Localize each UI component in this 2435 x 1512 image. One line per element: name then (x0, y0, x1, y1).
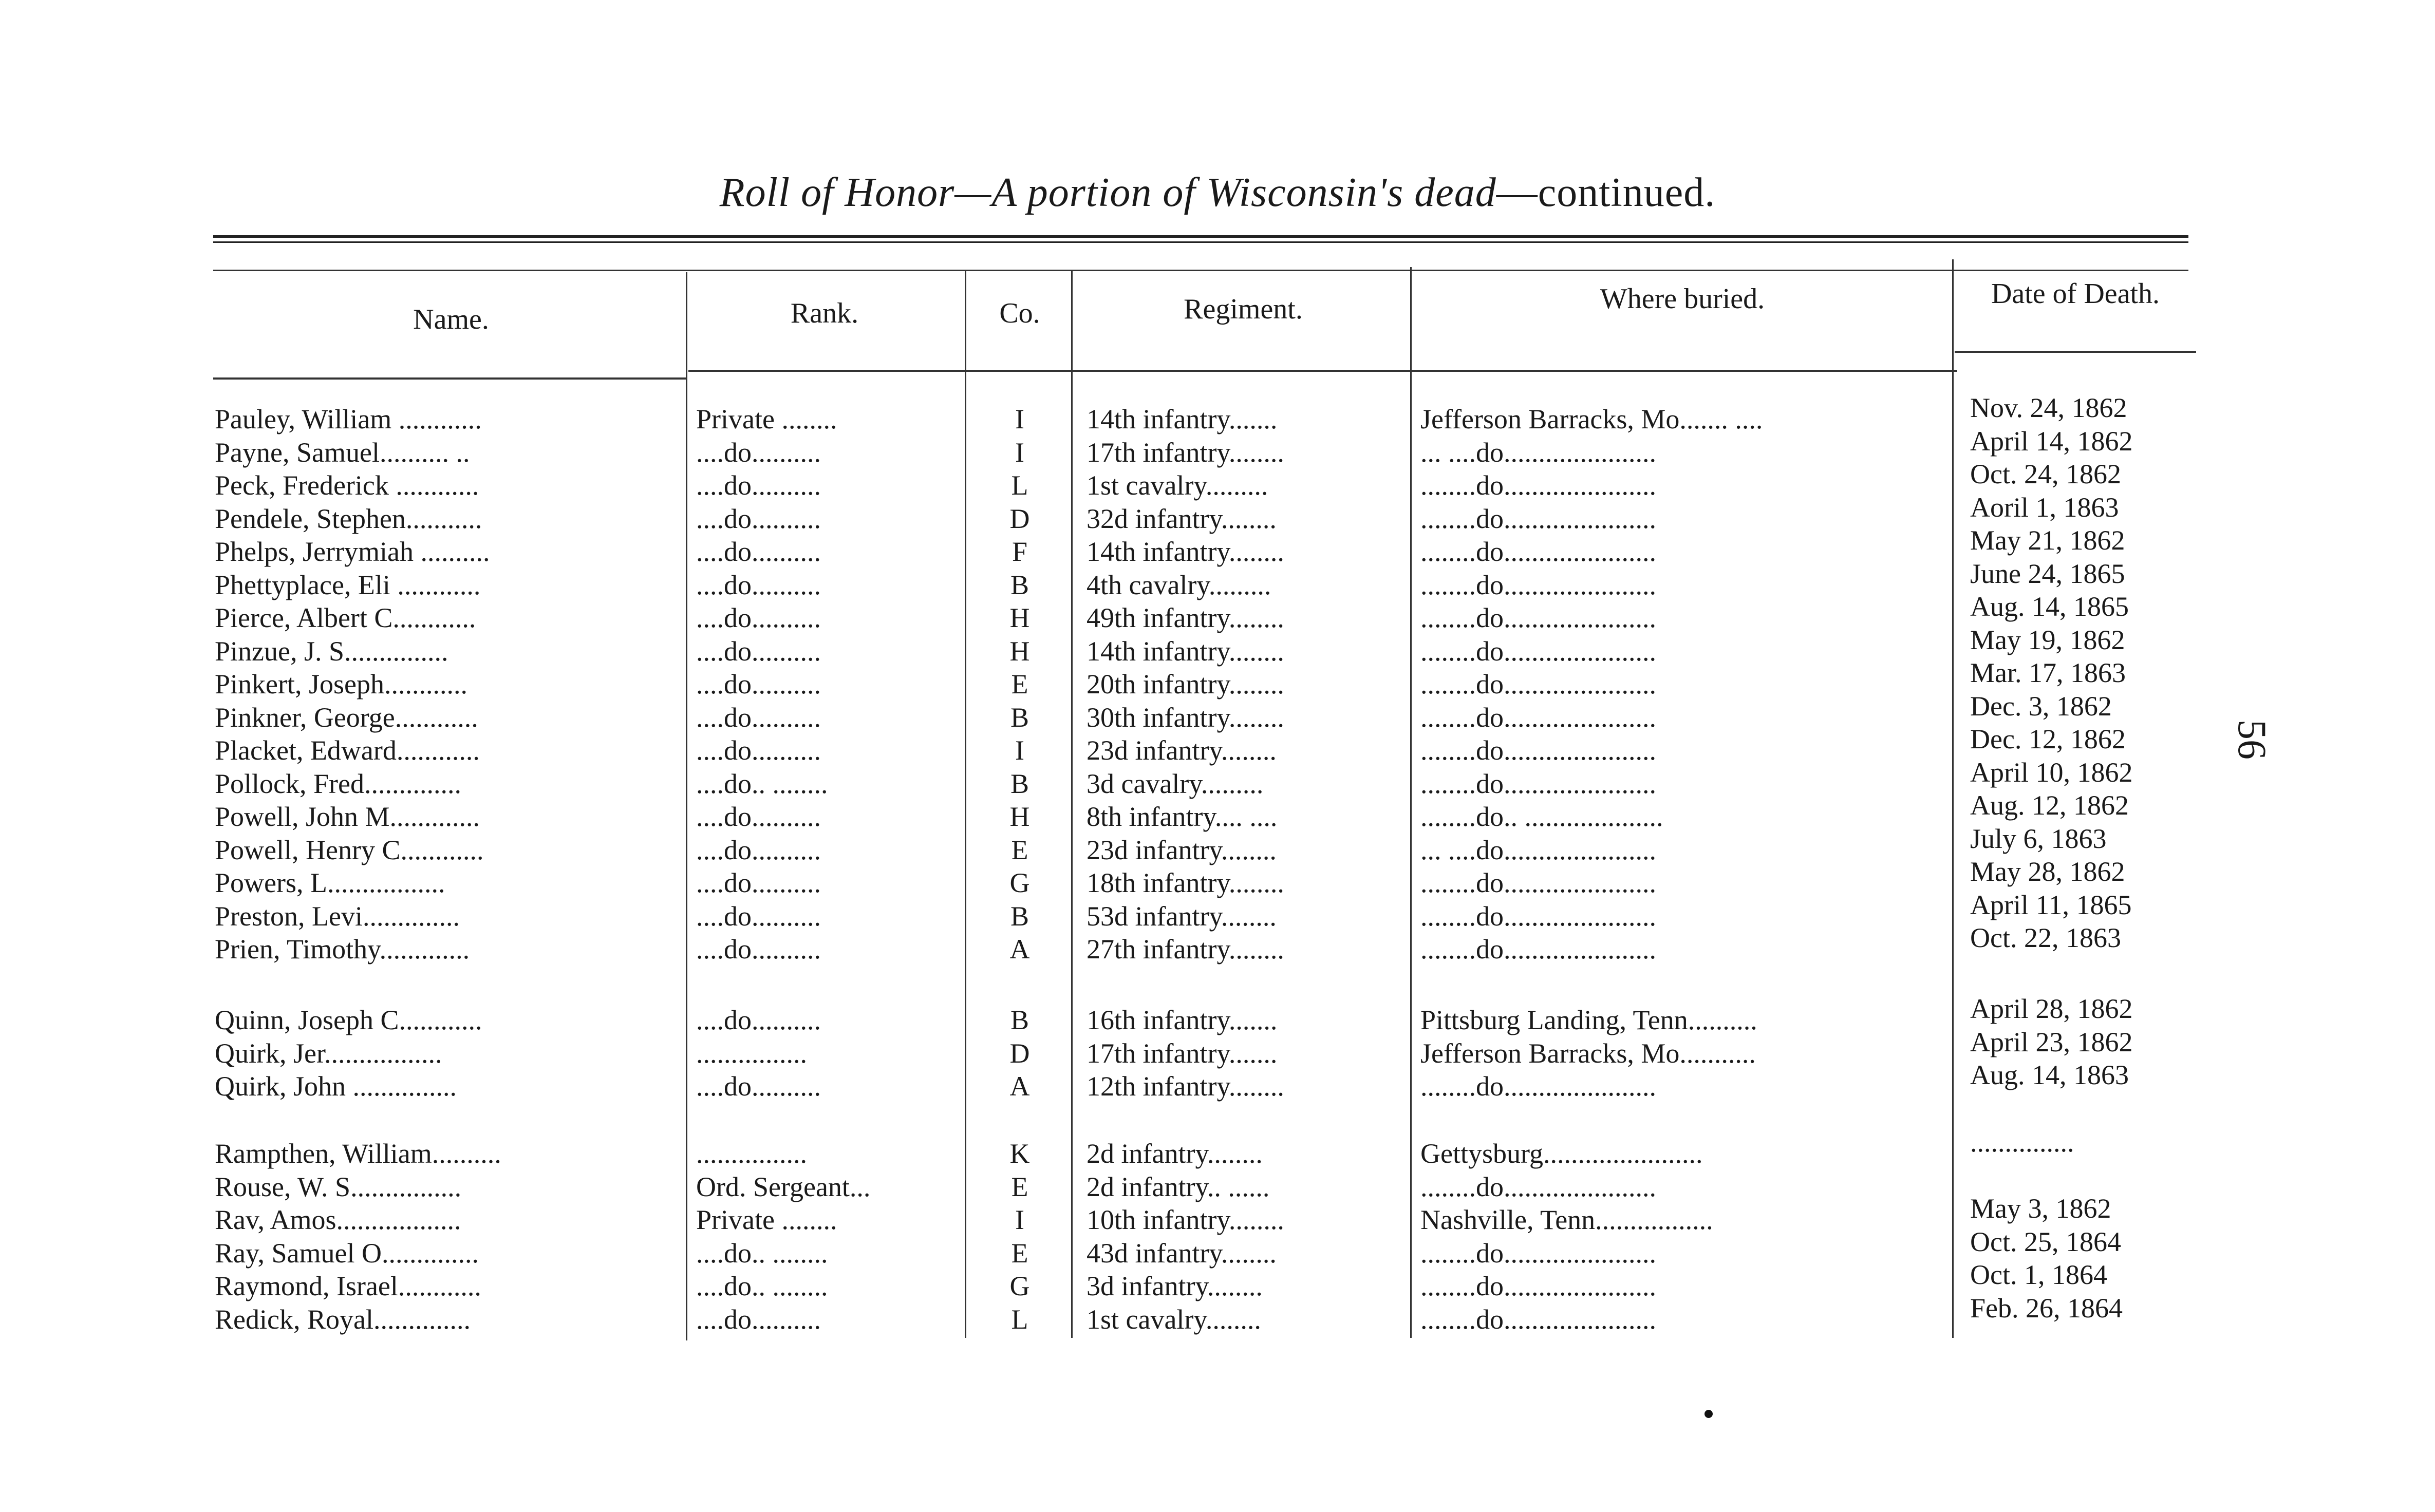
row-name: Powell, Henry C............ (215, 834, 484, 865)
row-company: D (1009, 1037, 1030, 1069)
table-row (0, 1060, 2435, 1104)
row-where-buried: ........do...................... (1420, 635, 1656, 667)
row-company: L (1011, 470, 1028, 501)
row-date-of-death: Dec. 3, 1862 (1970, 690, 2112, 722)
header-where-buried: Where buried. (1600, 283, 1765, 315)
row-rank: ....do.......... (696, 702, 821, 733)
ink-spot (1704, 1410, 1713, 1418)
row-name: Powers, L................. (215, 867, 445, 898)
page-number: 56 (2230, 720, 2275, 760)
row-name: Quirk, Jer................. (215, 1037, 442, 1069)
row-regiment: 4th cavalry......... (1087, 569, 1271, 600)
row-name: Preston, Levi.............. (215, 900, 460, 932)
row-company: A (1009, 1071, 1030, 1102)
row-rank: ....do.......... (696, 635, 821, 667)
row-date-of-death: Aug. 14, 1863 (1970, 1060, 2129, 1090)
row-company: B (1010, 768, 1029, 799)
row-regiment: 12th infantry........ (1087, 1071, 1284, 1102)
row-regiment: 20th infantry........ (1087, 669, 1284, 700)
row-where-buried: ........do...................... (1420, 602, 1656, 633)
header-rank: Rank. (790, 297, 859, 329)
row-name: Phelps, Jerrymiah .......... (215, 536, 490, 567)
table-row (0, 1127, 2435, 1171)
row-regiment: 17th infantry........ (1087, 437, 1284, 468)
row-rank: ................ (696, 1138, 807, 1169)
row-date-of-death: Oct. 22, 1863 (1970, 922, 2121, 953)
row-name: Pinzue, J. S............... (215, 635, 448, 667)
header-rule-name (213, 377, 686, 380)
row-where-buried: ........do...................... (1420, 867, 1656, 898)
row-name: Pendele, Stephen........... (215, 503, 482, 534)
row-company: B (1010, 702, 1029, 733)
row-where-buried: ........do...................... (1420, 702, 1656, 733)
row-date-of-death: April 10, 1862 (1970, 757, 2133, 788)
row-where-buried: ........do...................... (1420, 569, 1656, 600)
row-name: Raymond, Israel............ (215, 1271, 481, 1301)
row-name: Rav, Amos.................. (215, 1204, 461, 1235)
top-rule (213, 235, 2188, 238)
row-regiment: 2d infantry.. ...... (1087, 1171, 1270, 1202)
row-company: I (1015, 735, 1024, 766)
row-rank: Private ........ (696, 1204, 837, 1235)
row-regiment: 8th infantry.... .... (1087, 801, 1278, 832)
row-rank: ................ (696, 1037, 807, 1069)
row-date-of-death: May 19, 1862 (1970, 624, 2125, 655)
table-row (0, 922, 2435, 967)
row-date-of-death: Aoril 1, 1863 (1970, 492, 2119, 523)
row-name: Ray, Samuel O.............. (215, 1237, 479, 1269)
row-date-of-death: ............... (1970, 1127, 2074, 1158)
row-regiment: 43d infantry........ (1087, 1237, 1277, 1269)
row-where-buried: ... ....do...................... (1420, 437, 1656, 468)
row-date-of-death: Dec. 12, 1862 (1970, 724, 2126, 754)
row-name: Peck, Frederick ............ (215, 470, 479, 501)
row-name: Prien, Timothy............. (215, 934, 470, 965)
row-regiment: 10th infantry........ (1087, 1204, 1284, 1235)
row-company: K (1009, 1138, 1030, 1169)
row-rank: ....do.......... (696, 503, 821, 534)
row-where-buried: ........do...................... (1420, 1303, 1656, 1335)
row-date-of-death: April 11, 1865 (1970, 889, 2132, 920)
row-rank: ....do.......... (696, 801, 821, 832)
row-date-of-death: Oct. 25, 1864 (1970, 1226, 2121, 1257)
row-rank: ....do.......... (696, 437, 821, 468)
row-where-buried: ........do...................... (1420, 1271, 1656, 1301)
header-date-of-death: Date of Death. (1991, 278, 2160, 310)
row-regiment: 17th infantry....... (1087, 1037, 1278, 1069)
page-title (0, 169, 2435, 216)
row-where-buried: ........do...................... (1420, 669, 1656, 700)
row-name: Redick, Royal.............. (215, 1303, 471, 1335)
row-company: E (1011, 1237, 1028, 1269)
row-date-of-death: July 6, 1863 (1970, 823, 2107, 854)
row-company: H (1009, 635, 1030, 667)
row-company: H (1009, 602, 1030, 633)
header-regiment: Regiment. (1184, 293, 1303, 325)
row-company: E (1011, 669, 1028, 700)
row-rank: ....do.......... (696, 934, 821, 965)
header-rule-middle (688, 370, 1957, 372)
row-rank: ....do.......... (696, 900, 821, 932)
row-company: I (1015, 1204, 1024, 1235)
row-rank: ....do.......... (696, 470, 821, 501)
row-name: Pollock, Fred.............. (215, 768, 461, 799)
row-where-buried: ........do...................... (1420, 1071, 1656, 1102)
row-where-buried: ........do...................... (1420, 735, 1656, 766)
row-regiment: 1st cavalry........ (1087, 1303, 1261, 1335)
row-date-of-death: Nov. 24, 1862 (1970, 392, 2127, 423)
row-date-of-death: Aug. 14, 1865 (1970, 591, 2129, 622)
row-date-of-death: Oct. 1, 1864 (1970, 1259, 2107, 1290)
row-date-of-death: April 23, 1862 (1970, 1026, 2133, 1057)
row-company: B (1010, 1005, 1029, 1035)
row-rank: ....do.......... (696, 569, 821, 600)
row-company: F (1012, 536, 1028, 567)
row-where-buried: ........do...................... (1420, 470, 1656, 501)
row-company: D (1009, 503, 1030, 534)
row-date-of-death: April 28, 1862 (1970, 993, 2133, 1024)
table-top-rule (213, 270, 2188, 271)
row-regiment: 14th infantry........ (1087, 635, 1284, 667)
row-regiment: 53d infantry........ (1087, 900, 1277, 932)
row-regiment: 2d infantry........ (1087, 1138, 1263, 1169)
row-where-buried: ........do.. .................... (1420, 801, 1663, 832)
row-rank: ....do.. ........ (696, 768, 828, 799)
row-company: A (1009, 934, 1030, 965)
row-regiment: 27th infantry........ (1087, 934, 1284, 965)
row-company: B (1010, 900, 1029, 932)
row-name: Rampthen, William.......... (215, 1138, 501, 1169)
row-where-buried: Jefferson Barracks, Mo....... .... (1420, 404, 1763, 434)
row-where-buried: ... ....do...................... (1420, 834, 1656, 865)
row-rank: ....do.. ........ (696, 1237, 828, 1269)
row-where-buried: ........do...................... (1420, 503, 1656, 534)
row-where-buried: ........do...................... (1420, 536, 1656, 567)
row-regiment: 14th infantry....... (1087, 404, 1278, 434)
top-rule-thin (213, 241, 2188, 243)
row-name: Pinkner, George............ (215, 702, 478, 733)
row-rank: ....do.......... (696, 536, 821, 567)
row-where-buried: ........do...................... (1420, 1171, 1656, 1202)
row-date-of-death: Mar. 17, 1863 (1970, 657, 2126, 688)
row-regiment: 3d cavalry......... (1087, 768, 1264, 799)
row-company: E (1011, 1171, 1028, 1202)
row-rank: ....do.......... (696, 1071, 821, 1102)
header-rule-date (1955, 351, 2196, 353)
row-name: Phettyplace, Eli ............ (215, 569, 481, 600)
row-name: Placket, Edward............ (215, 735, 480, 766)
row-rank: Private ........ (696, 404, 837, 434)
row-where-buried: Pittsburg Landing, Tenn.......... (1420, 1005, 1757, 1035)
row-where-buried: Jefferson Barracks, Mo........... (1420, 1037, 1756, 1069)
row-company: H (1009, 801, 1030, 832)
row-date-of-death: May 3, 1862 (1970, 1193, 2111, 1224)
header-name: Name. (413, 304, 489, 335)
row-date-of-death: May 28, 1862 (1970, 856, 2125, 887)
table-row (0, 1292, 2435, 1337)
row-name: Powell, John M............. (215, 801, 480, 832)
row-company: L (1011, 1303, 1028, 1335)
row-where-buried: Gettysburg....................... (1420, 1138, 1703, 1169)
row-company: G (1009, 1271, 1030, 1301)
row-rank: ....do.......... (696, 735, 821, 766)
row-regiment: 18th infantry........ (1087, 867, 1284, 898)
row-date-of-death: Aug. 12, 1862 (1970, 790, 2129, 821)
row-rank: ....do.......... (696, 1005, 821, 1035)
row-name: Quinn, Joseph C............ (215, 1005, 482, 1035)
row-date-of-death: June 24, 1865 (1970, 558, 2125, 589)
row-regiment: 14th infantry........ (1087, 536, 1284, 567)
row-name: Pauley, William ............ (215, 404, 482, 434)
row-company: B (1010, 569, 1029, 600)
row-company: G (1009, 867, 1030, 898)
row-date-of-death: May 21, 1862 (1970, 525, 2125, 556)
row-rank: Ord. Sergeant... (696, 1171, 871, 1202)
row-regiment: 23d infantry........ (1087, 735, 1277, 766)
row-name: Quirk, John ............... (215, 1071, 457, 1102)
row-company: I (1015, 437, 1024, 468)
row-date-of-death: April 14, 1862 (1970, 425, 2133, 457)
row-regiment: 16th infantry....... (1087, 1005, 1278, 1035)
row-regiment: 1st cavalry......... (1087, 470, 1268, 501)
row-rank: ....do.. ........ (696, 1271, 828, 1301)
row-regiment: 3d infantry........ (1087, 1271, 1263, 1301)
row-where-buried: ........do...................... (1420, 1237, 1656, 1269)
row-rank: ....do.......... (696, 867, 821, 898)
row-regiment: 23d infantry........ (1087, 834, 1277, 865)
row-regiment: 30th infantry........ (1087, 702, 1284, 733)
row-where-buried: ........do...................... (1420, 900, 1656, 932)
row-where-buried: Nashville, Tenn................. (1420, 1204, 1713, 1235)
row-rank: ....do.......... (696, 834, 821, 865)
row-where-buried: ........do...................... (1420, 934, 1656, 965)
row-rank: ....do.......... (696, 1303, 821, 1335)
row-regiment: 32d infantry........ (1087, 503, 1277, 534)
row-date-of-death: Oct. 24, 1862 (1970, 459, 2121, 489)
row-company: E (1011, 834, 1028, 865)
row-company: I (1015, 404, 1024, 434)
row-name: Pierce, Albert C............ (215, 602, 476, 633)
row-regiment: 49th infantry........ (1087, 602, 1284, 633)
row-name: Pinkert, Joseph............ (215, 669, 467, 700)
header-co: Co. (999, 297, 1040, 329)
row-name: Payne, Samuel.......... .. (215, 437, 470, 468)
row-where-buried: ........do...................... (1420, 768, 1656, 799)
row-date-of-death: Feb. 26, 1864 (1970, 1292, 2123, 1324)
row-name: Rouse, W. S................ (215, 1171, 462, 1202)
row-rank: ....do.......... (696, 669, 821, 700)
title-italic: Roll of Honor—A portion of Wisconsin's dead (719, 170, 1496, 215)
title-plain: —continued. (1496, 170, 1716, 215)
row-rank: ....do.......... (696, 602, 821, 633)
